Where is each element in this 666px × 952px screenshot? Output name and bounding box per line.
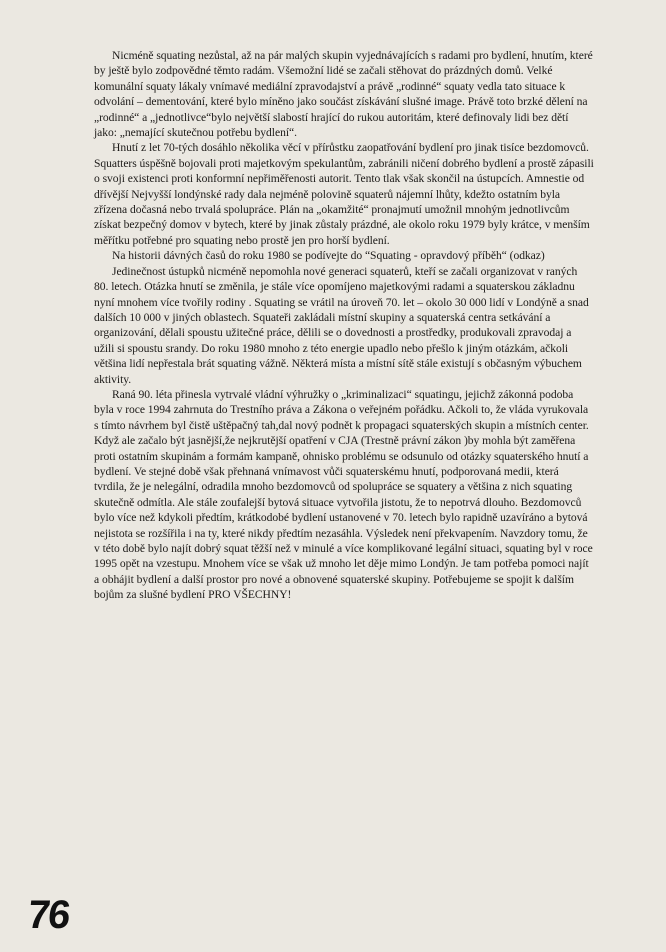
article-body bbox=[94, 48, 594, 603]
paragraph-2: Hnutí z let 70-tých dosáhlo několika věcí v přírůstku zaopatřování bydlení pro jinak tisíce bezdomovců. Squatters úspěšně bojovali proti majetkovým spekulantům, zabránili ničení dobrého bydlení a prostě zápasili o svoji existenci proti konformní nepřiměřenosti autorit. Tento tlak však skončil na ústupcích. Amnestie od dřívější Nejvyšší londýnské rady dala nejméně polovině squaterů nájemní lhůty, kdežto ostatním byla zřízena dočasná nebo trvalá spolupráce. Plán na „okamžité“ pronajmutí umožnil mnohým jednotlivcům získat bezpečný domov v bytech, které by jinak zůstaly prázdné, ale okolo roku 1979 byly krátce, v menším měřítku potřebné pro squating nebo prostě jen pro horší bydlení. bbox=[94, 141, 594, 247]
paragraph-3: Na historii dávných časů do roku 1980 se podívejte do “Squating - opravdový příběh“ (odkaz) bbox=[112, 249, 545, 263]
paragraph-1: Nicméně squating nezůstal, až na pár malých skupin vyjednávajících s radami pro bydlení, hnutím, které by ještě bylo zodpovědné těmto radám. Všemožní lidé se začali stěhovat do prázdných domů. Velké komunální squaty lákaly vnímavé mediální zpravodajství a právě „rodinné“ squaty vedla tato situace k odvolání – dementování, které bylo míněno jako součást získávání slušné image. Právě toto brzké dělení na „rodinné“ a „jednotlivce“bylo největší slabostí hrající do rukou autoritám, které definovaly lidi bez dětí jako: „nemající skutečnou potřebu bydlení“. bbox=[94, 49, 593, 140]
paragraph-5: Raná 90. léta přinesla vytrvalé vládní výhružky o „kriminalizaci“ squatingu, jejichž zákonná podoba byla v roce 1994 zahrnuta do Trestního práva a Zákona o veřejném pořádku. Ačkoli to, že vláda vyrukovala s tímto návrhem byl čistě uštěpačný tah,dal nový podnět k propagaci squaterských skupin a místních center. Když ale začalo být jasnější,že nejkrutější opatření v CJA (Trestně právní zákon )by mohla být zaměřena proti ostatním skupinám a formám kampaně, ohnisko problému se odsunulo od otázky squaterského hnutí a bydlení. Ve stejné době však přehnaná vnímavost vůči squaterskému hnutí, podporovaná medii, která tvrdila, že je nelegální, odradila mnoho bezdomovců od spolupráce se squatery a většina z nich squating skutečně odmítla. Ale stále zoufalejší bytová situace vytvořila jistotu, že to nepotrvá dlouho. Bezdomovců bylo více než kdykoli předtím, krátkodobé bydlení ustanovené v 70. letech bylo rapidně uzavíráno a bytová nejistota se rozšířila i na ty, které nikdy předtím nezasáhla. Výsledek není překvapením. Navzdory tomu, že v této době bylo najít dobrý squat těžší než v minulé a více komplikované legální situaci, squating byl v roce 1995 opět na vzestupu. Mnohem více se však už mnoho let děje mimo Londýn. Je tam potřeba pomoci najít a obhájit bydlení a další prostor pro nové a obnovené squaterské skupiny. Potřebujeme se spojit k dalším bojům za slušné bydlení PRO VŠECHNY! bbox=[94, 387, 593, 602]
paragraph-4: Jedinečnost ústupků nicméně nepomohla nové generaci squaterů, kteří se začali organizovat v raných 80. letech. Otázka hnutí se změnila, je stále více opomíjeno majetkovými radami a squaterskou základnu nyní mnohem více tvořily rodiny . Squating se vrátil na úroveň 70. let – okolo 30 000 lidí v Londýně a snad dalších 10 000 v jiných oblastech. Squateři zakládali místní skupiny a squaterská centra setkávání a organizování, dělali spoustu užitečné práce, dělili se o dovednosti a prostředky, produkovali zpravodaj a užili si spoustu srandy. Do roku 1980 mnoho z této energie upadlo nebo přešlo k jiným otázkám, ačkoli většina lidí nepřestala brát squating vážně. Některá místa a místní sítě stále existují s občasným výbuchem aktivity. bbox=[94, 264, 589, 386]
page-number: 76 bbox=[25, 893, 71, 937]
